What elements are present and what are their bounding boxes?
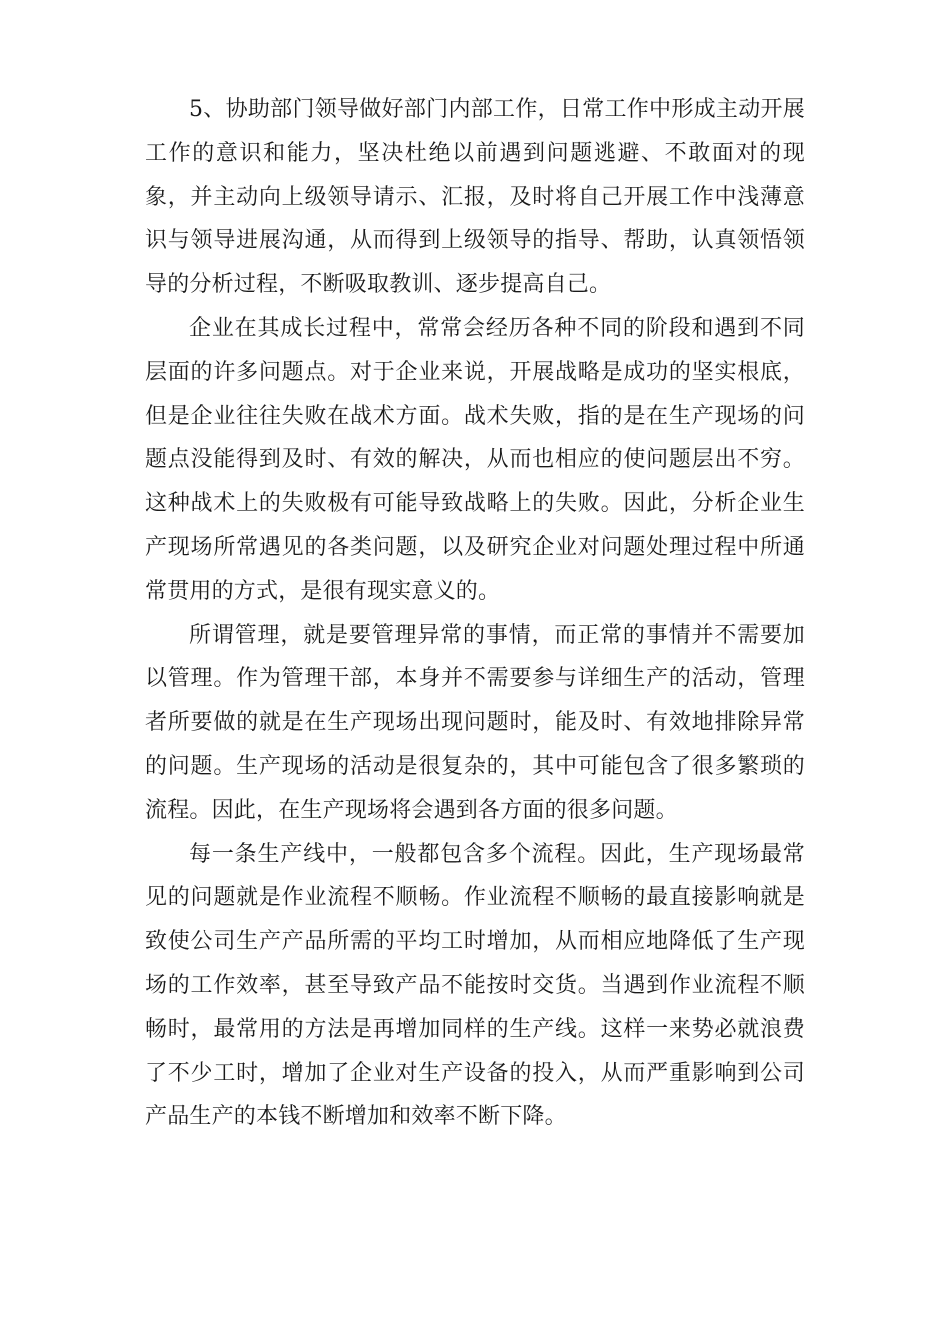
paragraph-2: 企业在其成长过程中，常常会经历各种不同的阶段和遇到不同层面的许多问题点。对于企业来说，开展战略是成功的坚实根底，但是企业往往失败在战术方面。战术失败，指的是在生产现场的问题点没能得到及时、有效的解决，从而也相应的使问题层出不穷。这种战术上的失败极有可能导致战略上的失败。因此，分析企业生产现场所常遇见的各类问题，以及研究企业对问题处理过程中所通常贯用的方式，是很有现实意义的。 xyxy=(145,315,805,604)
document-body xyxy=(145,88,805,1139)
paragraph-4: 每一条生产线中，一般都包含多个流程。因此，生产现场最常见的问题就是作业流程不顺畅。作业流程不顺畅的最直接影响就是致使公司生产产品所需的平均工时增加，从而相应地降低了生产现场的工作效率，甚至导致产品不能按时交货。当遇到作业流程不顺畅时，最常用的方法是再增加同样的生产线。这样一来势必就浪费了不少工时，增加了企业对生产设备的投入，从而严重影响到公司产品生产的本钱不断增加和效率不断下降。 xyxy=(145,841,805,1130)
paragraph-1: 5、协助部门领导做好部门内部工作，日常工作中形成主动开展工作的意识和能力，坚决杜绝以前遇到问题逃避、不敢面对的现象，并主动向上级领导请示、汇报，及时将自己开展工作中浅薄意识与领导进展沟通，从而得到上级领导的指导、帮助，认真领悟领导的分析过程，不断吸取教训、逐步提高自己。 xyxy=(145,97,805,298)
paragraph-3: 所谓管理，就是要管理异常的事情，而正常的事情并不需要加以管理。作为管理干部，本身并不需要参与详细生产的活动，管理者所要做的就是在生产现场出现问题时，能及时、有效地排除异常的问题。生产现场的活动是很复杂的，其中可能包含了很多繁琐的流程。因此，在生产现场将会遇到各方面的很多问题。 xyxy=(145,622,805,823)
